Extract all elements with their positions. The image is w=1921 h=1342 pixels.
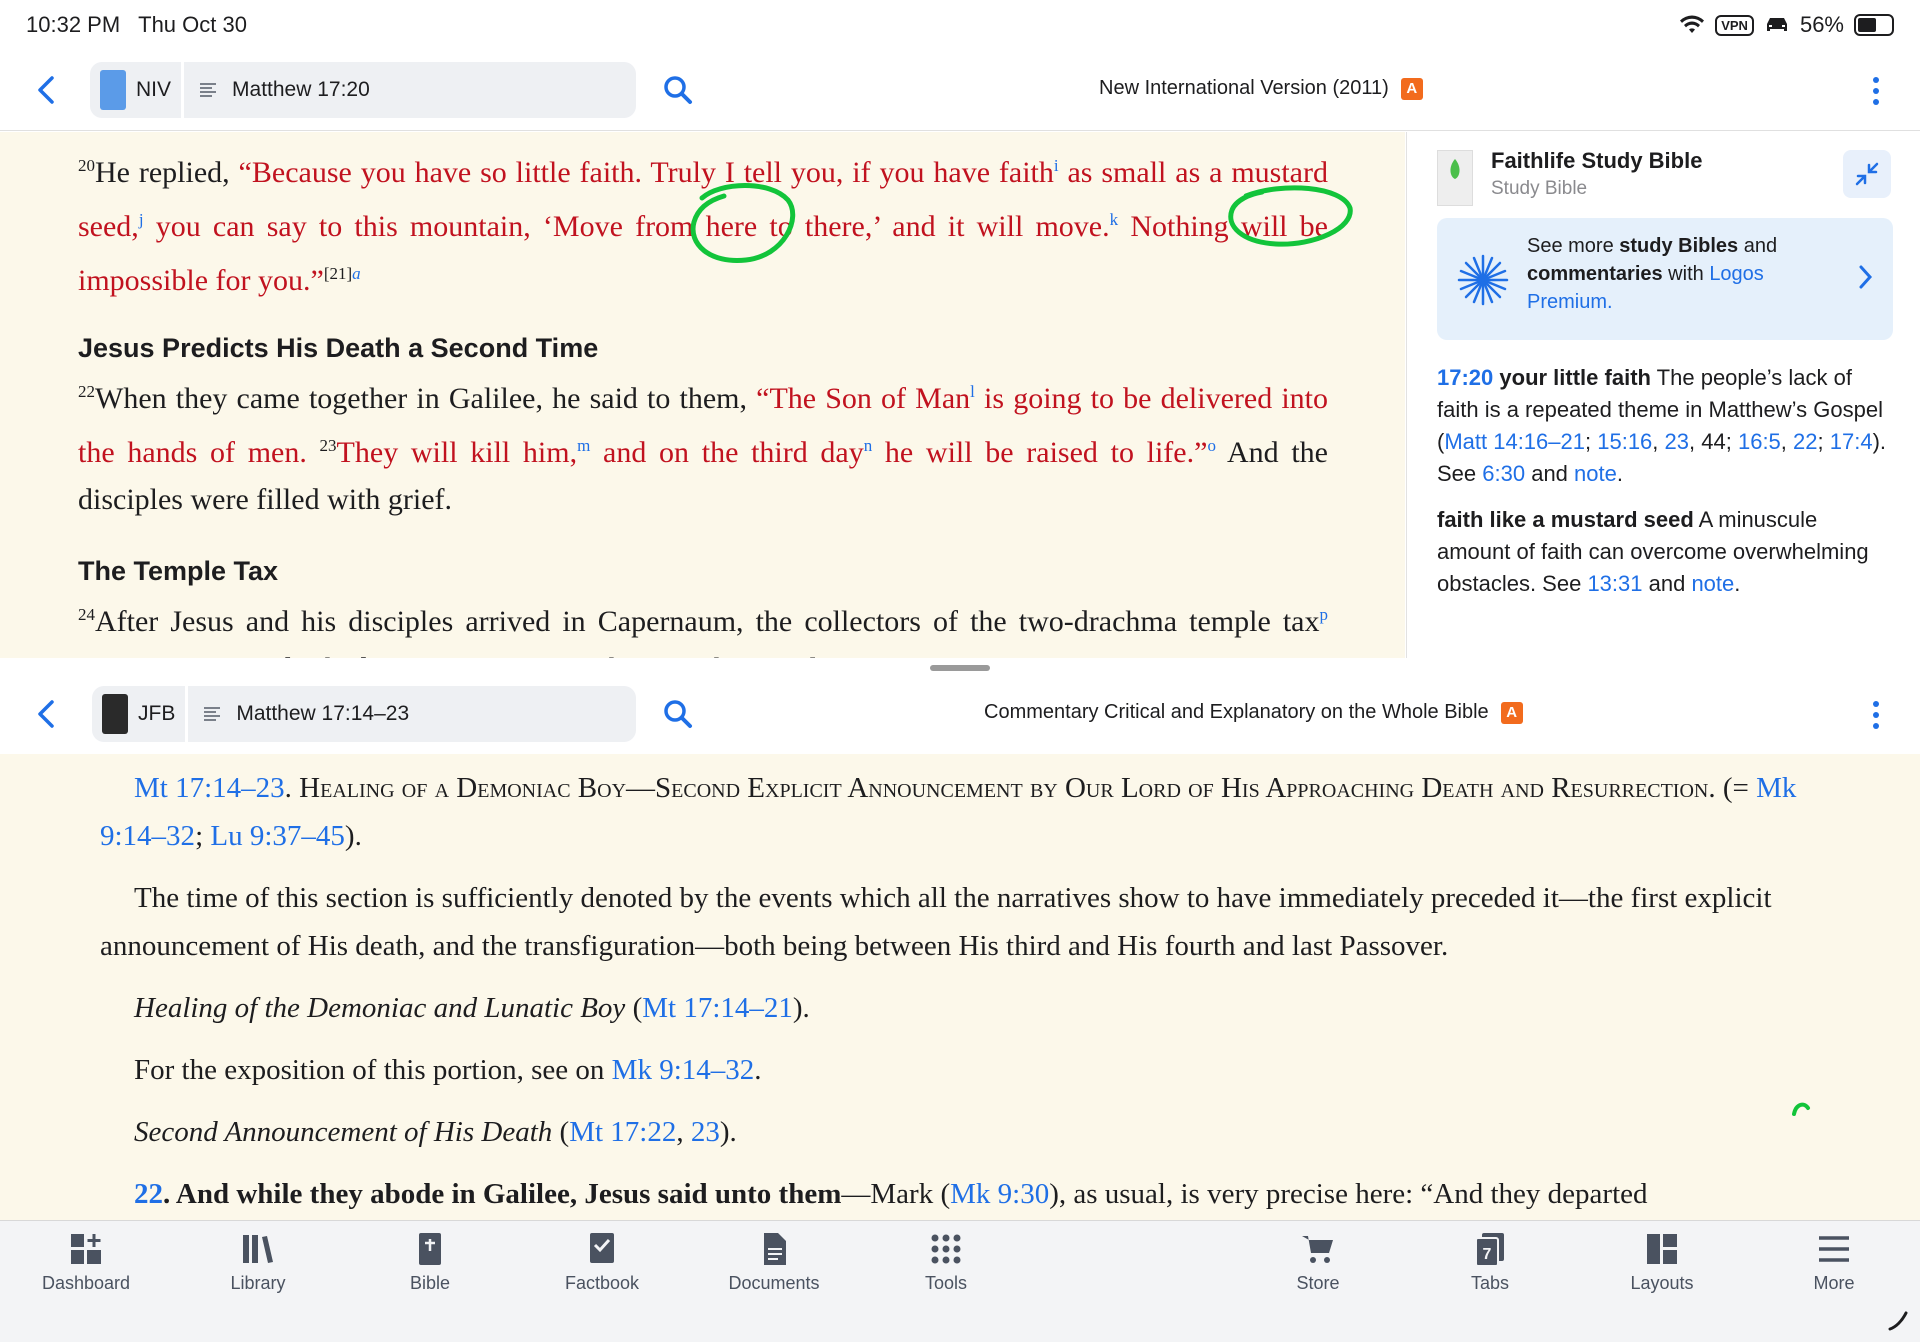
promo-text: See more study Bibles and commentaries with Logos Premium. [1527,235,1778,313]
leaf-icon [1438,151,1472,191]
collapse-button[interactable] [1843,150,1891,198]
panel-subtitle: Study Bible [1491,178,1588,199]
footnote-link[interactable]: p [1319,605,1328,624]
commentary-paragraph: Healing of the Demoniac and Lunatic Boy (Mt 17:14–21). [134,992,810,1024]
logos-premium-link[interactable]: Logos Premium. [1527,263,1764,313]
vpn-badge: VPN [1715,15,1754,36]
documents-icon [756,1231,792,1267]
tab-documents[interactable]: Documents [704,1231,844,1294]
tab-layouts[interactable]: Layouts [1592,1231,1732,1294]
car-icon [1764,15,1790,35]
scripture-link[interactable]: Lu 9:37–45 [210,820,345,852]
tabs-icon [1472,1231,1508,1267]
footnote-link[interactable]: n [863,436,873,455]
reference-label: Matthew 17:20 [232,78,370,101]
resource-title[interactable]: Commentary Critical and Explanatory on the Whole Bible A [984,701,1523,724]
cross-ref-link[interactable]: 23 [1664,429,1690,454]
search-icon[interactable] [662,74,694,106]
scripture-link[interactable]: Mt 17:14–23 [134,772,285,804]
reference-button[interactable] [184,78,384,102]
resource-badge: A [1501,702,1523,724]
footnote-link[interactable]: m [577,436,591,455]
top-pane-toolbar [0,50,1920,131]
panel-title: Faithlife Study Bible [1491,148,1703,173]
lines-icon [198,80,218,100]
cross-ref-link[interactable]: 6:30 [1482,461,1526,486]
footnote-link[interactable]: j [138,210,144,229]
study-notes [1437,362,1893,614]
commentary-text [100,764,1822,1218]
reference-label: Matthew 17:14–23 [236,702,410,725]
note-ref-link[interactable]: 17:20 [1437,365,1494,390]
cross-ref-link[interactable]: 13:31 [1587,571,1643,596]
niv-book-icon [100,70,126,110]
more-icon [1816,1231,1852,1267]
footnote-link[interactable]: [21] [323,264,353,283]
footnote-link[interactable]: k [1109,210,1119,229]
footnote-link[interactable]: l [970,382,975,401]
svg-text:7: 7 [1482,1246,1492,1263]
logos-premium-promo[interactable] [1437,218,1893,340]
resource-abbr: NIV [136,78,172,101]
resource-title[interactable]: New International Version (2011) A [1099,77,1423,100]
commentary-pane[interactable] [0,754,1920,1220]
more-options-icon[interactable] [1872,700,1880,730]
bottom-tab-bar [0,1220,1920,1342]
tab-library[interactable]: Library [188,1231,328,1294]
note-link[interactable]: note [1574,461,1617,486]
scripture-link[interactable]: Mk 9:14–32 [100,772,1797,852]
tab-tools[interactable]: Tools [876,1231,1016,1294]
back-icon[interactable] [32,70,62,110]
more-options-icon[interactable] [1872,76,1880,106]
commentary-paragraph: Second Announcement of His Death (Mt 17:22, 23). [134,1116,737,1148]
footnote-link[interactable]: i [1053,156,1059,175]
back-icon[interactable] [32,694,62,734]
dashboard-icon [68,1231,104,1267]
commentary-paragraph: For the exposition of this portion, see on Mk 9:14–32. [134,1054,762,1086]
resource-abbr-button[interactable] [92,686,188,742]
study-bible-panel [1406,132,1921,658]
bottom-pane-toolbar [0,674,1920,755]
cross-ref-link[interactable]: 15:16 [1597,429,1653,454]
section-heading: The Temple Tax [78,556,279,586]
tools-icon [928,1231,964,1267]
jfb-book-icon [102,694,128,734]
commentary-heading-para: Mt 17:14–23. Healing of a Demoniac Boy—Second Explicit Announcement by Our Lord of His Approaching Death and Resurrection. (= Mk 9:14–32; Lu 9:37–45). [100,772,1797,852]
commentary-paragraph: 22. And while they abode in Galilee, Jesus said unto them—Mark (Mk 9:30), as usual, is very precise here: “And they departed [134,1178,1648,1210]
verse-24: $^{24}$After Jesus and his disciples arrived in Capernaum, the collectors of the two-drachma temple tax$^p$ [78,605,1328,638]
verse-number: 20 [78,156,95,175]
scripture-link[interactable]: Mk 9:14–32 [611,1054,755,1086]
collapse-icon [1843,150,1891,198]
scripture-link[interactable]: Mt 17:22 [569,1116,677,1148]
study-note: 17:20 your little faith The people’s lack of faith is a repeated theme in Matthew’s Gospel (Matt 14:16–21; 15:16, 23, 44; 16:5, 22; 17:4). See 6:30 and note. [1437,365,1887,486]
chevron-right-icon [1855,262,1875,292]
annotation-mark [1790,1100,1814,1120]
verse-link[interactable]: 22 [134,1178,163,1210]
commentary-paragraph: The time of this section is sufficiently denoted by the events which all the narratives show to have immediately preceded it—the first explicit announcement of His death, and the transfiguration—both being between His third and His fourth and last Passover. [100,882,1772,962]
cross-ref-link[interactable]: 16:5 [1737,429,1781,454]
tab-bible[interactable]: Bible [360,1231,500,1294]
faithlife-book-icon [1437,150,1473,206]
verse-20: $^{20}$He replied, “Because you have so little faith. Truly I tell you, if you have faith$^i$ as small as a mustard seed,$^j$ you can say to this mountain, ‘Move from here to there,’ and it will move.$^k$ Nothing will be impossible for you.”$^{[21]a}$ [78,156,1328,297]
tab-dashboard[interactable]: Dashboard [16,1231,156,1294]
resource-abbr: JFB [138,702,176,725]
footnote-link[interactable]: o [1207,436,1216,455]
note-link[interactable]: note [1691,571,1735,596]
battery-percent: 56% [1799,12,1844,37]
status-time: 10:32 PM Thu Oct 30 [26,12,247,37]
annotation-circle [680,178,810,268]
annotation-circle [1222,182,1356,252]
pane-resize-handle[interactable] [930,665,990,671]
wifi-icon [1679,15,1705,35]
resource-badge: A [1401,78,1423,100]
verse-22: $^{22}$When they came together in Galilee, he said to them, “The Son of Man$^l$ is going to be delivered into the hands of men. $^{23}$They will kill him,$^m$ and on the third day$^n$ he will be raised to life.”$^o$ And the disciples were filled with grief. [78,382,1328,516]
cross-ref-link[interactable]: Matt 14:16–21 [1444,429,1585,454]
reference-button[interactable] [188,702,423,726]
status-bar [0,0,1920,50]
library-icon [240,1231,276,1267]
bottom-resource-selector[interactable] [92,686,636,742]
section-heading: Jesus Predicts His Death a Second Time [78,333,599,363]
cross-ref-link[interactable]: 22 [1793,429,1818,454]
cross-ref-link[interactable]: 17:4 [1829,429,1873,454]
top-resource-selector[interactable] [90,62,636,118]
bible-icon [412,1231,448,1267]
tab-tabs[interactable]: 7 Tabs [1420,1231,1560,1294]
footnote-link[interactable]: a [352,264,361,283]
tab-factbook[interactable]: Factbook [532,1231,672,1294]
pencil-mark [1886,1309,1910,1333]
lines-icon [202,704,222,724]
study-note: faith like a mustard seed A minuscule amount of faith can overcome overwhelming obstacles. See 13:31 and note. [1437,507,1869,596]
scripture-link[interactable]: Mk 9:30 [950,1178,1050,1210]
status-right [1679,12,1894,38]
battery-icon [1854,14,1894,36]
tab-more[interactable]: More [1764,1231,1904,1294]
store-icon [1300,1231,1336,1267]
tab-store[interactable]: Store [1248,1231,1388,1294]
search-icon[interactable] [662,698,694,730]
factbook-icon [584,1231,620,1267]
bible-text-pane[interactable] [0,132,1405,658]
scripture-link[interactable]: 23 [690,1116,720,1148]
layouts-icon [1644,1231,1680,1267]
starburst-icon [1455,252,1511,308]
scripture-link[interactable]: Mt 17:14–21 [642,992,793,1024]
resource-abbr-button[interactable] [90,62,184,118]
